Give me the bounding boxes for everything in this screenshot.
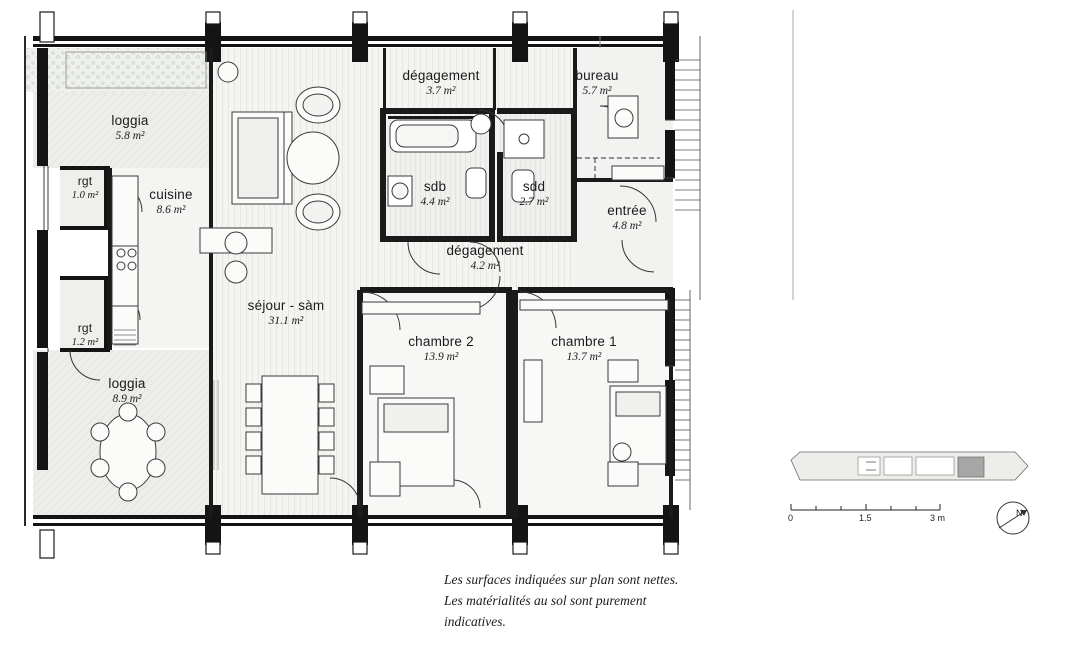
room-name-sdb: sdb	[423, 179, 447, 194]
room-area-sdd: 2.7 m²	[519, 195, 549, 208]
scale-tick-2: 3 m	[930, 513, 946, 523]
room-area-entree: 4.8 m²	[612, 219, 642, 232]
room-name-entree: entrée	[607, 203, 647, 218]
room-name-sdd: sdd	[522, 179, 546, 194]
room-area-degagement-1: 3.7 m²	[426, 84, 456, 97]
room-area-chambre-2: 13.9 m²	[423, 350, 459, 363]
scale-tick-0: 0	[788, 513, 794, 523]
room-name-cuisine: cuisine	[149, 187, 193, 202]
note-line-2: Les matérialités au sol sont purement	[444, 592, 647, 608]
room-area-loggia-2: 8.9 m²	[112, 392, 142, 405]
room-name-rgt-2: rgt	[77, 321, 93, 335]
room-area-loggia-1: 5.8 m²	[115, 129, 145, 142]
room-name-loggia-2: loggia	[108, 376, 146, 391]
room-area-sdb: 4.4 m²	[420, 195, 450, 208]
scale-tick-1: 1.5	[859, 513, 872, 523]
room-area-sejour-sam: 31.1 m²	[268, 314, 304, 327]
room-name-degagement-2: dégagement	[446, 243, 524, 258]
room-area-rgt-1: 1.0 m²	[71, 189, 99, 201]
room-area-cuisine: 8.6 m²	[156, 203, 186, 216]
north-label: N	[1016, 508, 1023, 518]
room-name-rgt-1: rgt	[77, 174, 93, 188]
north-arrow-icon	[997, 502, 1029, 534]
room-name-degagement-1: dégagement	[402, 68, 480, 83]
room-area-rgt-2: 1.2 m²	[71, 336, 99, 348]
room-area-bureau: 5.7 m²	[582, 84, 612, 97]
scale-bar	[791, 452, 1028, 510]
note-line-1: Les surfaces indiquées sur plan sont nettes.	[444, 572, 679, 587]
room-area-chambre-1: 13.7 m²	[566, 350, 602, 363]
room-name-sejour-sam: séjour - sàm	[247, 298, 325, 313]
room-name-chambre-2: chambre 2	[408, 334, 474, 349]
plan-notes	[444, 570, 678, 633]
room-area-degagement-2: 4.2 m²	[470, 259, 500, 272]
room-name-chambre-1: chambre 1	[551, 334, 617, 349]
room-name-loggia-1: loggia	[111, 113, 149, 128]
note-line-3: indicatives.	[444, 613, 506, 629]
room-name-bureau: bureau	[575, 68, 619, 83]
